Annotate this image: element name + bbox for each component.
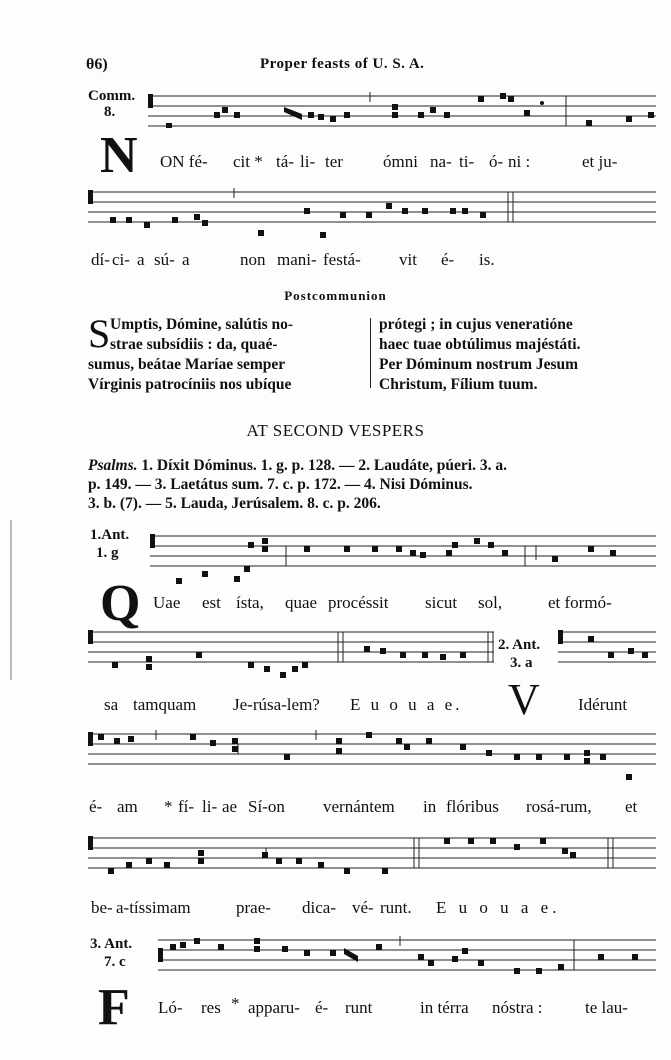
- lyric-syllable: non: [240, 250, 266, 269]
- lyric-syllable: ter: [325, 152, 343, 171]
- ant3-mode: 7. c: [104, 954, 126, 970]
- binding-edge: [10, 520, 12, 680]
- lyric-syllable: prae-: [236, 898, 271, 917]
- lyric-syllable: vernántem: [323, 797, 395, 816]
- lyric-syllable: ó-: [489, 152, 504, 171]
- running-title: Proper feasts of U. S. A.: [260, 56, 425, 72]
- lyric-syllable: runt.: [380, 898, 412, 917]
- lyric-syllable: in: [423, 797, 437, 816]
- drop-cap-q: Q: [100, 575, 141, 632]
- music-staff-comm-1: [148, 90, 656, 140]
- lyric-syllable: a-tíssimam: [116, 898, 191, 917]
- lyric-syllable: is.: [479, 250, 495, 269]
- ant2-mode: 3. a: [510, 655, 533, 671]
- lyric-syllable: ci-: [112, 250, 130, 269]
- lyric-syllable: nóstra :: [492, 998, 543, 1017]
- lyric-syllable: vé-: [352, 898, 374, 917]
- psalms-block: [88, 456, 653, 513]
- drop-cap-n: N: [100, 127, 138, 184]
- lyric-syllable: est: [202, 593, 221, 612]
- lyric-syllable: li-: [300, 152, 316, 171]
- lyric-syllable: procéssit: [328, 593, 389, 612]
- prayer-line: Per Dóminum nostrum Jesum: [379, 356, 579, 373]
- lyric-syllable: Uae: [153, 593, 181, 612]
- neumes: [150, 534, 616, 584]
- prayer-line: haec tuae obtúlimus majéstáti.: [379, 336, 581, 353]
- psalms-line: 1. Díxit Dóminus. 1. g. p. 128. — 2. Laudáte, púeri. 3. a.: [141, 457, 507, 474]
- ant2-label: 2. Ant.: [498, 637, 541, 653]
- drop-cap-s: S: [88, 311, 111, 356]
- lyric-syllable: fí-: [178, 797, 195, 816]
- lyric-syllable: be-: [91, 898, 113, 917]
- lyric-syllable: sa: [104, 695, 119, 714]
- lyric-syllable: am: [117, 797, 138, 816]
- lyric-syllable: tá-: [276, 152, 294, 171]
- lyric-syllable: et ju-: [582, 152, 618, 171]
- lyric-syllable: é-: [89, 797, 103, 816]
- lyric-syllable: li-: [202, 797, 218, 816]
- lyric-syllable: sú-: [154, 250, 175, 269]
- lyric-syllable: et: [625, 797, 638, 816]
- lyric-syllable: Idérunt: [578, 695, 628, 714]
- music-staff-ant1-2: [88, 626, 656, 686]
- lyric-syllable: te lau-: [585, 998, 628, 1017]
- music-staff-ant1-1: [150, 530, 656, 590]
- drop-cap-f: F: [98, 979, 130, 1036]
- music-staff-comm-2: [88, 186, 656, 236]
- lyric-syllable: a: [137, 250, 145, 269]
- lyric-syllable: *: [231, 994, 240, 1013]
- psalms-label: Psalms.: [88, 457, 138, 474]
- lyric-syllable: na-: [430, 152, 452, 171]
- music-staff-ant3-1: [158, 934, 656, 984]
- lyric-syllable: ni :: [508, 152, 531, 171]
- lyric-syllable: ON fé-: [160, 152, 208, 171]
- neumes: [158, 938, 638, 974]
- prayer-line: Vírginis patrocíniis nos ubíque: [88, 376, 292, 393]
- prayer-line: strae subsídiis : da, quaé-: [110, 336, 278, 353]
- lyric-syllable: E u o u a e.: [436, 898, 561, 917]
- lyric-syllable: *: [164, 797, 173, 816]
- lyric-syllable: dica-: [302, 898, 336, 917]
- lyric-syllable: é-: [441, 250, 455, 269]
- lyric-syllable: res: [201, 998, 221, 1017]
- lyric-syllable: cit *: [233, 152, 263, 171]
- neumes: [88, 732, 632, 780]
- comm-label: Comm.: [88, 88, 136, 104]
- lyric-syllable: runt: [345, 998, 373, 1017]
- lyric-syllable: sol,: [478, 593, 503, 612]
- lyric-syllable: é-: [315, 998, 329, 1017]
- lyric-syllable: mani-: [277, 250, 317, 269]
- column-divider: [370, 318, 371, 388]
- prayer-line: Christum, Fílium tuum.: [379, 376, 538, 393]
- neumes: [88, 190, 486, 238]
- lyric-syllable: dí-: [91, 250, 110, 269]
- lyric-syllable: et formó-: [548, 593, 612, 612]
- lyric-syllable: E u o u a e.: [350, 695, 463, 714]
- postcommunion-heading: Postcommunion: [284, 288, 387, 303]
- lyric-syllable: a: [182, 250, 190, 269]
- lyric-syllable: sicut: [425, 593, 458, 612]
- music-staff-ant2-2: [88, 832, 656, 892]
- lyric-syllable: quae: [285, 593, 318, 612]
- lyric-syllable: vit: [399, 250, 417, 269]
- lyric-syllable: ae: [222, 797, 238, 816]
- lyric-syllable: tamquam: [133, 695, 197, 714]
- psalms-line: p. 149. — 3. Laetátus sum. 7. c. p. 172. — 4. Nisi Dóminus.: [88, 476, 473, 493]
- drop-cap-v: V: [508, 675, 540, 724]
- lyric-syllable: in térra: [420, 998, 469, 1017]
- prayer-line: sumus, beátae Maríae semper: [88, 356, 286, 373]
- ant1-label: 1.Ant.: [90, 527, 130, 543]
- lyric-syllable: Je-rúsa-lem?: [233, 695, 320, 714]
- lyric-syllable: ti-: [459, 152, 475, 171]
- page-number: θ6): [86, 56, 108, 73]
- lyric-syllable: Ló-: [158, 998, 183, 1017]
- psalms-line: 3. b. (7). — 5. Lauda, Jerúsalem. 8. c. p. 206.: [88, 495, 381, 512]
- music-staff-ant2-1: [88, 728, 656, 788]
- vespers-heading: AT SECOND VESPERS: [246, 421, 425, 440]
- lyric-syllable: Sí-on: [248, 797, 285, 816]
- lyric-syllable: ómni: [383, 152, 418, 171]
- lyric-syllable: rosá-rum,: [526, 797, 592, 816]
- prayer-line: Umptis, Dómine, salútis no-: [110, 316, 294, 333]
- lyric-syllable: flóribus: [446, 797, 499, 816]
- lyric-syllable: ísta,: [236, 593, 264, 612]
- lyric-syllable: apparu-: [248, 998, 300, 1017]
- neumes: [148, 93, 654, 128]
- comm-mode: 8.: [104, 104, 116, 120]
- lyric-syllable: festá-: [323, 250, 361, 269]
- prayer-line: prótegi ; in cujus veneratióne: [379, 316, 573, 333]
- ant3-label: 3. Ant.: [90, 936, 133, 952]
- ant1-mode: 1. g: [96, 545, 119, 561]
- neumes: [88, 630, 648, 678]
